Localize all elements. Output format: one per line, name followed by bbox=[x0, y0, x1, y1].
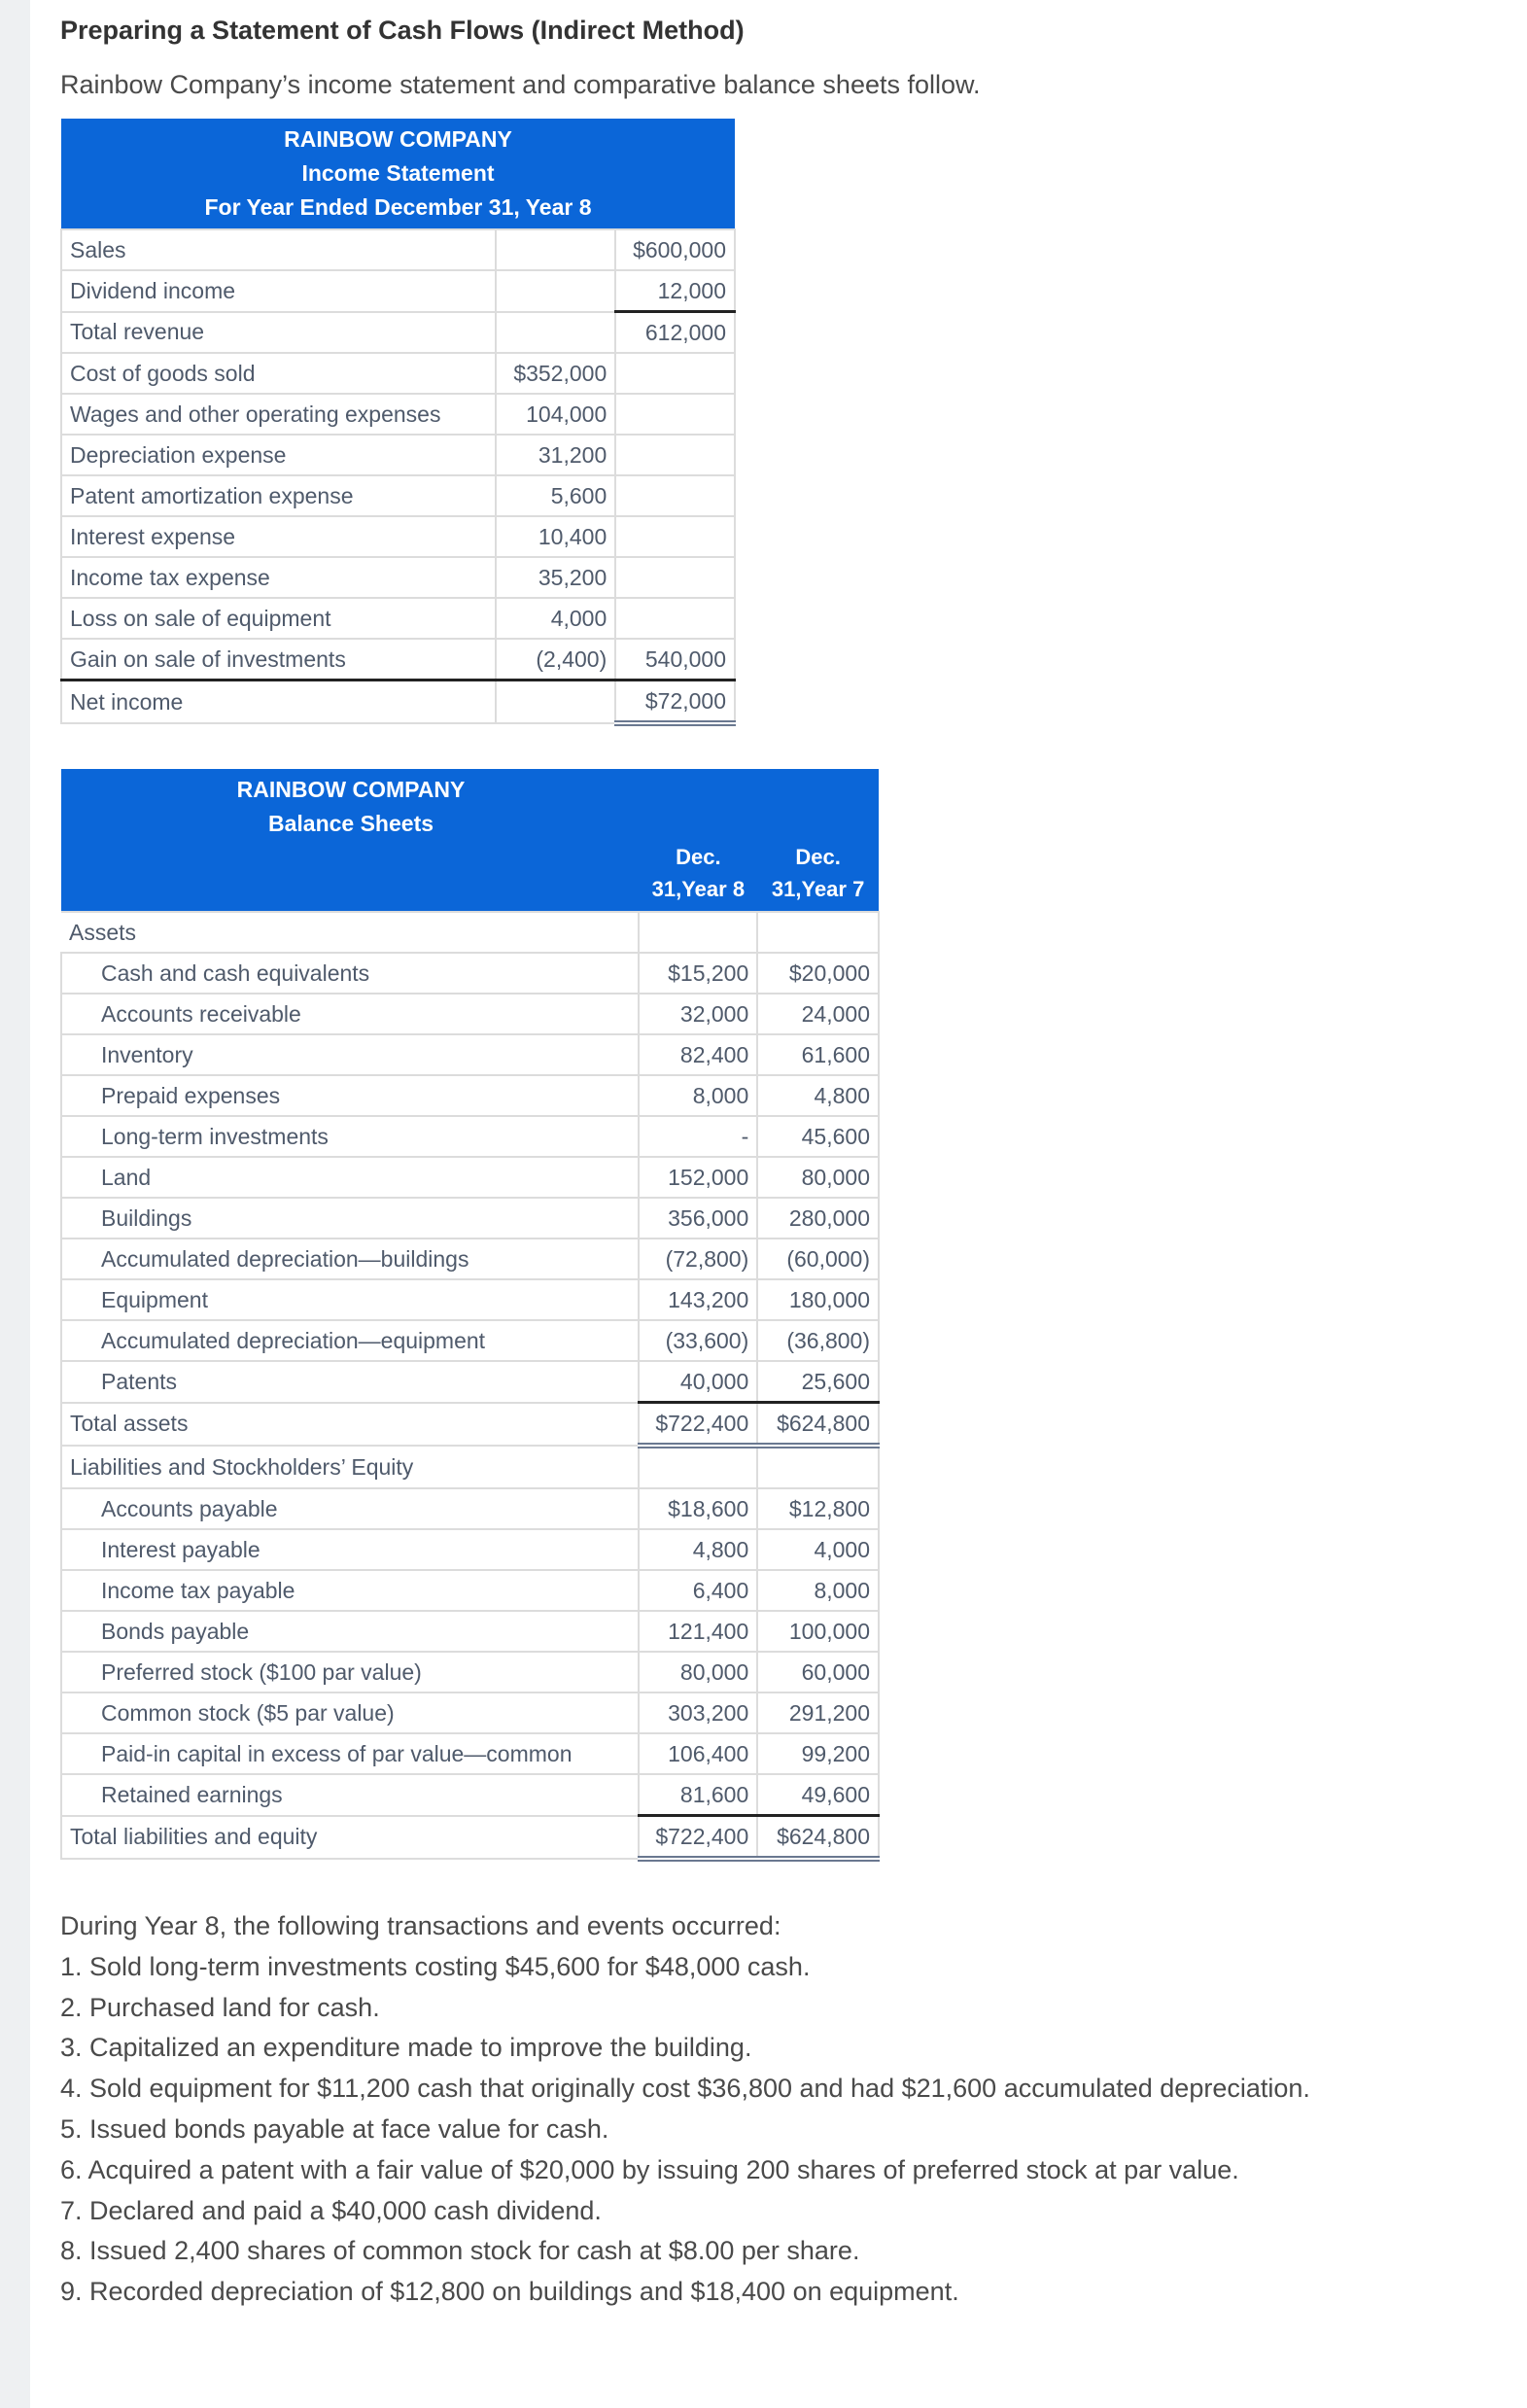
year8-cell: 121,400 bbox=[639, 1611, 757, 1652]
row-label: Patent amortization expense bbox=[61, 475, 496, 516]
table-row bbox=[61, 557, 735, 598]
row-label: Land bbox=[61, 1157, 639, 1198]
page-title: Preparing a Statement of Cash Flows (Indirect Method) bbox=[60, 16, 745, 45]
column-header-year8: Dec. 31,Year 8 bbox=[639, 841, 757, 912]
row-label: Depreciation expense bbox=[61, 435, 496, 475]
amount-cell: (2,400) bbox=[496, 639, 616, 681]
table-row bbox=[61, 953, 879, 994]
income-statement-header bbox=[61, 119, 735, 229]
total-cell: 540,000 bbox=[615, 639, 735, 681]
total-cell: $600,000 bbox=[615, 229, 735, 270]
row-label: Net income bbox=[61, 681, 496, 724]
row-label: Accumulated depreciation—equipment bbox=[61, 1320, 639, 1361]
year8-cell: 4,800 bbox=[639, 1529, 757, 1570]
table-row bbox=[61, 639, 735, 681]
row-label: Accounts payable bbox=[61, 1488, 639, 1529]
total-cell bbox=[615, 394, 735, 435]
year8-cell: (72,800) bbox=[639, 1239, 757, 1279]
year7-cell: 45,600 bbox=[757, 1116, 879, 1157]
row-label: Cash and cash equivalents bbox=[61, 953, 639, 994]
year8-cell: 303,200 bbox=[639, 1693, 757, 1733]
year8-cell: 32,000 bbox=[639, 994, 757, 1034]
amount-cell bbox=[496, 229, 616, 270]
amount-cell: 10,400 bbox=[496, 516, 616, 557]
table-row bbox=[61, 229, 735, 270]
transaction-item: 2. Purchased land for cash. bbox=[60, 1992, 380, 2022]
table-row bbox=[61, 1075, 879, 1116]
year7-cell: 99,200 bbox=[757, 1733, 879, 1774]
row-label: Accounts receivable bbox=[61, 994, 639, 1034]
row-label: Liabilities and Stockholders’ Equity bbox=[61, 1446, 639, 1488]
row-label: Equipment bbox=[61, 1279, 639, 1320]
year7-cell: 24,000 bbox=[757, 994, 879, 1034]
row-label: Interest expense bbox=[61, 516, 496, 557]
table-row bbox=[61, 1157, 879, 1198]
year7-cell: $12,800 bbox=[757, 1488, 879, 1529]
row-label: Wages and other operating expenses bbox=[61, 394, 496, 435]
transaction-item: 4. Sold equipment for $11,200 cash that originally cost $36,800 and had $21,600 accumulated depreciation. bbox=[60, 2074, 1310, 2104]
table-row bbox=[61, 1198, 879, 1239]
row-label: Gain on sale of investments bbox=[61, 639, 496, 681]
table-row bbox=[61, 1403, 879, 1447]
transaction-item: 3. Capitalized an expenditure made to improve the building. bbox=[60, 2033, 752, 2063]
table-row bbox=[61, 1611, 879, 1652]
table-row bbox=[61, 1774, 879, 1816]
table-row bbox=[61, 270, 735, 312]
year8-cell bbox=[639, 912, 757, 953]
amount-cell: $352,000 bbox=[496, 353, 616, 394]
year8-cell: - bbox=[639, 1116, 757, 1157]
transaction-item: 8. Issued 2,400 shares of common stock for cash at $8.00 per share. bbox=[60, 2236, 860, 2266]
total-cell bbox=[615, 516, 735, 557]
table-row bbox=[61, 1733, 879, 1774]
year8-cell: 81,600 bbox=[639, 1774, 757, 1816]
amount-cell bbox=[496, 681, 616, 724]
total-cell: 12,000 bbox=[615, 270, 735, 312]
statement-period: For Year Ended December 31, Year 8 bbox=[204, 194, 592, 220]
table-row bbox=[61, 312, 735, 354]
year7-cell: 80,000 bbox=[757, 1157, 879, 1198]
statement-name: Income Statement bbox=[301, 160, 495, 186]
transactions-list bbox=[60, 1906, 1499, 2313]
row-label: Patents bbox=[61, 1361, 639, 1403]
year8-cell: 356,000 bbox=[639, 1198, 757, 1239]
table-row bbox=[61, 598, 735, 639]
column-header-year7: Dec. 31,Year 7 bbox=[757, 841, 879, 912]
amount-cell bbox=[496, 312, 616, 354]
year7-cell: 60,000 bbox=[757, 1652, 879, 1693]
table-row bbox=[61, 1652, 879, 1693]
year8-cell: $15,200 bbox=[639, 953, 757, 994]
statement-name: Balance Sheets bbox=[267, 811, 434, 836]
table-row bbox=[61, 994, 879, 1034]
year7-cell bbox=[757, 1446, 879, 1488]
table-row bbox=[61, 353, 735, 394]
row-label: Accumulated depreciation—buildings bbox=[61, 1239, 639, 1279]
total-cell bbox=[615, 475, 735, 516]
year8-cell: 40,000 bbox=[639, 1361, 757, 1403]
year8-cell bbox=[639, 1446, 757, 1488]
table-row bbox=[61, 394, 735, 435]
row-label: Dividend income bbox=[61, 270, 496, 312]
year7-cell: $624,800 bbox=[757, 1403, 879, 1447]
year7-cell: 280,000 bbox=[757, 1198, 879, 1239]
year7-cell: 49,600 bbox=[757, 1774, 879, 1816]
table-row bbox=[61, 1034, 879, 1075]
problem-content bbox=[60, 14, 1499, 2313]
year7-cell: (36,800) bbox=[757, 1320, 879, 1361]
year8-cell: $722,400 bbox=[639, 1816, 757, 1860]
year7-cell: 180,000 bbox=[757, 1279, 879, 1320]
year7-cell: 8,000 bbox=[757, 1570, 879, 1611]
transaction-item: 5. Issued bonds payable at face value for cash. bbox=[60, 2113, 609, 2144]
row-label: Total revenue bbox=[61, 312, 496, 354]
table-row bbox=[61, 1320, 879, 1361]
row-label: Sales bbox=[61, 229, 496, 270]
row-label: Income tax payable bbox=[61, 1570, 639, 1611]
row-label: Assets bbox=[61, 912, 639, 953]
row-label: Long-term investments bbox=[61, 1116, 639, 1157]
table-row bbox=[61, 1279, 879, 1320]
total-cell bbox=[615, 598, 735, 639]
table-row bbox=[61, 1361, 879, 1403]
table-row bbox=[61, 1446, 879, 1488]
year8-cell: (33,600) bbox=[639, 1320, 757, 1361]
transaction-item: 6. Acquired a patent with a fair value of $20,000 by issuing 200 shares of preferred stock at par value. bbox=[60, 2154, 1239, 2184]
table-row bbox=[61, 435, 735, 475]
company-name: RAINBOW COMPANY bbox=[284, 126, 512, 152]
amount-cell: 35,200 bbox=[496, 557, 616, 598]
year7-cell: (60,000) bbox=[757, 1239, 879, 1279]
year7-cell: 4,800 bbox=[757, 1075, 879, 1116]
total-cell bbox=[615, 353, 735, 394]
balance-sheet-header bbox=[61, 769, 879, 841]
table-row bbox=[61, 475, 735, 516]
total-cell: $72,000 bbox=[615, 681, 735, 724]
year7-cell: 4,000 bbox=[757, 1529, 879, 1570]
transactions-intro: During Year 8, the following transactions and events occurred: bbox=[60, 1911, 781, 1940]
row-label: Prepaid expenses bbox=[61, 1075, 639, 1116]
row-label: Total liabilities and equity bbox=[61, 1816, 639, 1860]
transaction-item: 9. Recorded depreciation of $12,800 on buildings and $18,400 on equipment. bbox=[60, 2277, 959, 2307]
row-label: Bonds payable bbox=[61, 1611, 639, 1652]
transaction-item: 1. Sold long-term investments costing $45,600 for $48,000 cash. bbox=[60, 1951, 811, 1981]
year8-cell: $722,400 bbox=[639, 1403, 757, 1447]
table-row bbox=[61, 516, 735, 557]
intro-text: Rainbow Company’s income statement and comparative balance sheets follow. bbox=[60, 70, 981, 99]
table-row bbox=[61, 1239, 879, 1279]
row-label: Retained earnings bbox=[61, 1774, 639, 1816]
table-row bbox=[61, 912, 879, 953]
row-label: Cost of goods sold bbox=[61, 353, 496, 394]
row-label: Preferred stock ($100 par value) bbox=[61, 1652, 639, 1693]
row-label: Income tax expense bbox=[61, 557, 496, 598]
amount-cell: 104,000 bbox=[496, 394, 616, 435]
year8-cell: 106,400 bbox=[639, 1733, 757, 1774]
left-gutter bbox=[0, 0, 30, 2408]
table-row bbox=[61, 1693, 879, 1733]
table-row bbox=[61, 1488, 879, 1529]
row-label: Buildings bbox=[61, 1198, 639, 1239]
row-label: Total assets bbox=[61, 1403, 639, 1447]
table-row bbox=[61, 681, 735, 724]
company-name: RAINBOW COMPANY bbox=[236, 777, 466, 802]
year7-cell: $20,000 bbox=[757, 953, 879, 994]
table-row bbox=[61, 1570, 879, 1611]
amount-cell: 4,000 bbox=[496, 598, 616, 639]
income-statement-table bbox=[60, 119, 736, 726]
total-cell bbox=[615, 557, 735, 598]
amount-cell: 31,200 bbox=[496, 435, 616, 475]
year7-cell bbox=[757, 912, 879, 953]
total-cell: 612,000 bbox=[615, 312, 735, 354]
transaction-item: 7. Declared and paid a $40,000 cash dividend. bbox=[60, 2195, 602, 2225]
balance-sheet-table bbox=[60, 769, 880, 1862]
table-row bbox=[61, 1116, 879, 1157]
table-row bbox=[61, 1529, 879, 1570]
amount-cell: 5,600 bbox=[496, 475, 616, 516]
row-label: Paid-in capital in excess of par value—common bbox=[61, 1733, 639, 1774]
year8-cell: 82,400 bbox=[639, 1034, 757, 1075]
year8-cell: 8,000 bbox=[639, 1075, 757, 1116]
year8-cell: 6,400 bbox=[639, 1570, 757, 1611]
year7-cell: $624,800 bbox=[757, 1816, 879, 1860]
year7-cell: 61,600 bbox=[757, 1034, 879, 1075]
year8-cell: 80,000 bbox=[639, 1652, 757, 1693]
amount-cell bbox=[496, 270, 616, 312]
row-label: Loss on sale of equipment bbox=[61, 598, 496, 639]
year8-cell: 152,000 bbox=[639, 1157, 757, 1198]
table-row bbox=[61, 1816, 879, 1860]
total-cell bbox=[615, 435, 735, 475]
year8-cell: $18,600 bbox=[639, 1488, 757, 1529]
year7-cell: 100,000 bbox=[757, 1611, 879, 1652]
year7-cell: 291,200 bbox=[757, 1693, 879, 1733]
year8-cell: 143,200 bbox=[639, 1279, 757, 1320]
row-label: Common stock ($5 par value) bbox=[61, 1693, 639, 1733]
year7-cell: 25,600 bbox=[757, 1361, 879, 1403]
row-label: Interest payable bbox=[61, 1529, 639, 1570]
row-label: Inventory bbox=[61, 1034, 639, 1075]
